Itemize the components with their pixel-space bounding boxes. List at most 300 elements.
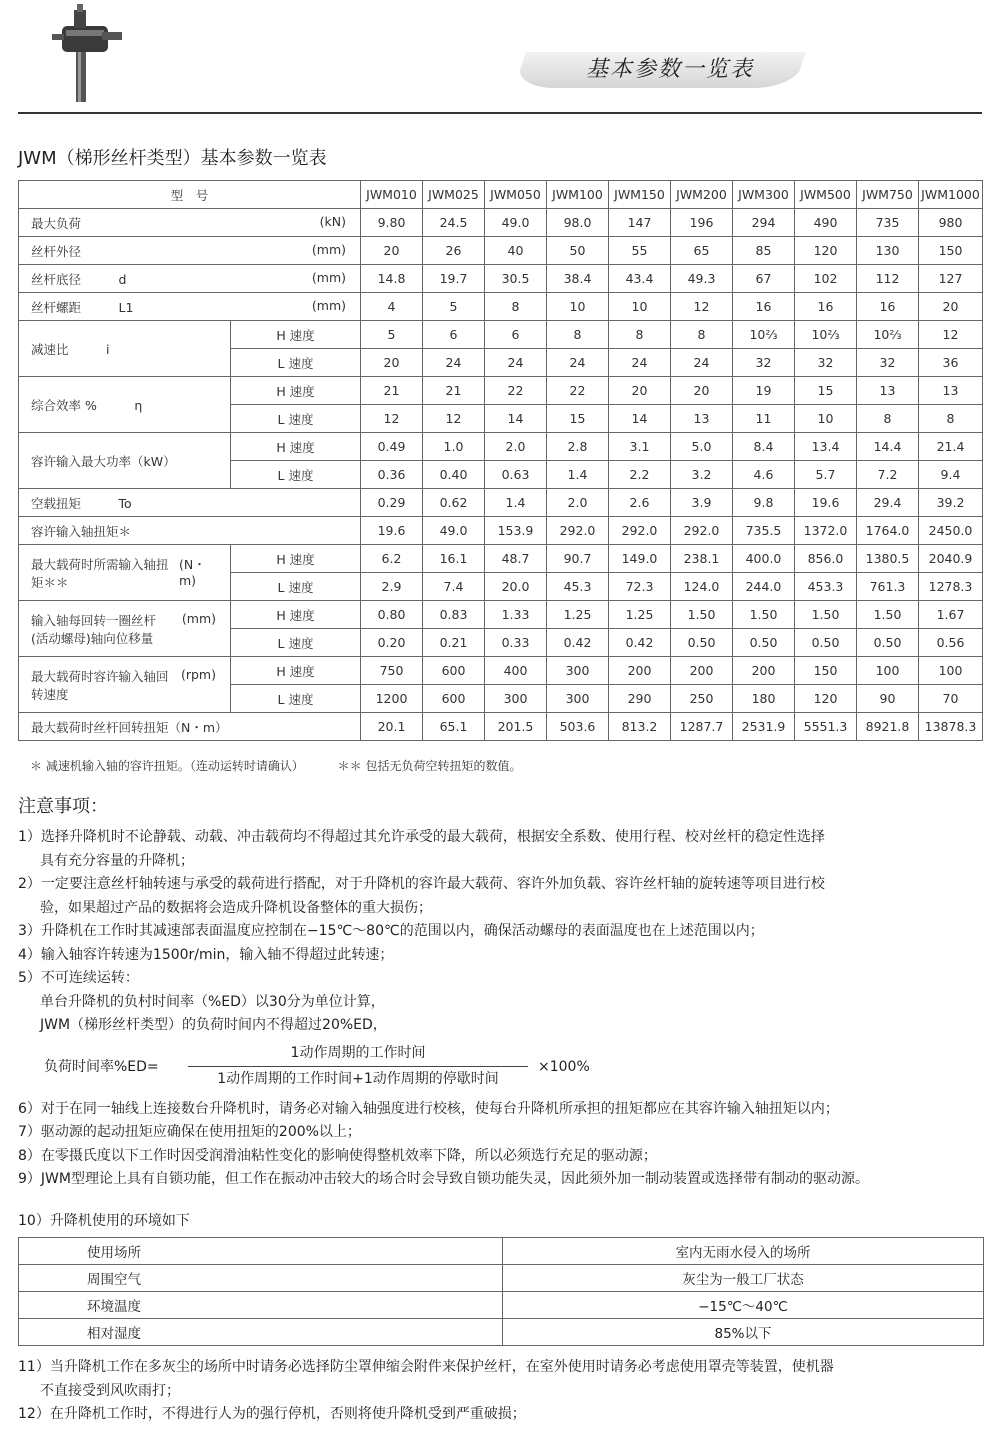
value-cell: 153.9 bbox=[485, 517, 547, 545]
value-cell: 10⅔ bbox=[733, 321, 795, 349]
value-cell: 0.42 bbox=[609, 629, 671, 657]
table-row bbox=[19, 293, 983, 321]
value-cell: 20.1 bbox=[361, 713, 423, 741]
value-cell: 8 bbox=[547, 321, 609, 349]
value-cell: 14.8 bbox=[361, 265, 423, 293]
row-label bbox=[19, 517, 361, 545]
value-cell: 238.1 bbox=[671, 545, 733, 573]
value-cell: 0.50 bbox=[733, 629, 795, 657]
value-cell: 0.62 bbox=[423, 489, 485, 517]
value-cell: 1.50 bbox=[671, 601, 733, 629]
note-1: 1）选择升降机时不论静载、动载、冲击载荷均不得超过其允许承受的最大载荷，根据安全系数、使用行程、校对丝杆的稳定性选择 bbox=[18, 829, 825, 845]
value-cell: 147 bbox=[609, 209, 671, 237]
value-cell: 8921.8 bbox=[857, 713, 919, 741]
row-label-text: 减速比 i bbox=[31, 341, 110, 357]
value-cell: 150 bbox=[919, 237, 983, 265]
value-cell: 1.25 bbox=[609, 601, 671, 629]
note-5-a: 单台升降机的负村时间率（%ED）以30分为单位计算， bbox=[40, 993, 385, 1010]
value-cell: 21.4 bbox=[919, 433, 983, 461]
value-cell: 90.7 bbox=[547, 545, 609, 573]
value-cell: 735 bbox=[857, 209, 919, 237]
formula-fraction-bar bbox=[188, 1066, 528, 1067]
title-banner: 基本参数一览表 bbox=[585, 57, 754, 82]
value-cell: 1.50 bbox=[795, 601, 857, 629]
value-cell: 45.3 bbox=[547, 573, 609, 601]
model-header: 型 号 bbox=[19, 181, 361, 209]
value-cell: 15 bbox=[547, 405, 609, 433]
row-label-text: 最大载荷时所需输入轴扭矩＊＊ bbox=[31, 556, 169, 590]
value-cell: 11 bbox=[733, 405, 795, 433]
value-cell: 65.1 bbox=[423, 713, 485, 741]
speed-label: L 速度 bbox=[231, 461, 361, 489]
value-cell: 761.3 bbox=[857, 573, 919, 601]
value-cell: 735.5 bbox=[733, 517, 795, 545]
table-row bbox=[19, 489, 983, 517]
value-cell: 20 bbox=[361, 349, 423, 377]
value-cell: 20 bbox=[361, 237, 423, 265]
value-cell: 124.0 bbox=[671, 573, 733, 601]
speed-label: L 速度 bbox=[231, 685, 361, 713]
value-cell: 19 bbox=[733, 377, 795, 405]
row-label-text: 综合效率 % η bbox=[31, 397, 143, 413]
value-cell: 20 bbox=[609, 377, 671, 405]
value-cell: 50 bbox=[547, 237, 609, 265]
value-cell: 85 bbox=[733, 237, 795, 265]
value-cell: 290 bbox=[609, 685, 671, 713]
model-name: JWM300 bbox=[733, 181, 795, 209]
value-cell: 2.0 bbox=[485, 433, 547, 461]
value-cell: 5 bbox=[423, 293, 485, 321]
value-cell: 0.50 bbox=[795, 629, 857, 657]
value-cell: 201.5 bbox=[485, 713, 547, 741]
row-label-text: 容许输入轴扭矩＊ bbox=[31, 523, 132, 539]
row-label bbox=[19, 209, 361, 237]
row-label bbox=[19, 433, 231, 489]
env-value: 灰尘为一般工厂状态 bbox=[503, 1265, 984, 1292]
value-cell: 0.20 bbox=[361, 629, 423, 657]
value-cell: 0.33 bbox=[485, 629, 547, 657]
value-cell: 49.0 bbox=[423, 517, 485, 545]
value-cell: 8 bbox=[671, 321, 733, 349]
value-cell: 38.4 bbox=[547, 265, 609, 293]
speed-label: H 速度 bbox=[231, 433, 361, 461]
note-7: 7）驱动源的起动扭矩应确保在使用扭矩的200%以上； bbox=[18, 1124, 361, 1140]
env-row bbox=[19, 1265, 984, 1292]
value-cell: 21 bbox=[361, 377, 423, 405]
env-value: −15℃～40℃ bbox=[503, 1292, 984, 1319]
value-cell: 48.7 bbox=[485, 545, 547, 573]
note-2-cont: 验，如果超过产品的数据将会造成升降机设备整体的重大损伤； bbox=[40, 899, 432, 916]
env-row bbox=[19, 1292, 984, 1319]
value-cell: 2.6 bbox=[609, 489, 671, 517]
value-cell: 24.5 bbox=[423, 209, 485, 237]
row-label bbox=[19, 489, 361, 517]
row-label bbox=[19, 265, 361, 293]
value-cell: 36 bbox=[919, 349, 983, 377]
value-cell: 24 bbox=[547, 349, 609, 377]
footnote-2: ＊＊ 包括无负荷空转扭矩的数值。 bbox=[337, 759, 522, 773]
model-name: JWM050 bbox=[485, 181, 547, 209]
row-unit: (rpm) bbox=[180, 666, 216, 682]
value-cell: 14 bbox=[485, 405, 547, 433]
note-9: 9）JWM型理论上具有自锁功能，但工作在振动冲击较大的场合时会导致自锁功能失灵，因此须外加一制动装置或选择带有制动的驱动源。 bbox=[18, 1171, 869, 1187]
value-cell: 0.63 bbox=[485, 461, 547, 489]
note-4: 4）输入轴容许转速为1500r/min，输入轴不得超过此转速； bbox=[18, 946, 394, 963]
note-11-cont: 不直接受到风吹雨打； bbox=[40, 1382, 180, 1399]
value-cell: 250 bbox=[671, 685, 733, 713]
value-cell: 292.0 bbox=[671, 517, 733, 545]
model-name: JWM1000 bbox=[919, 181, 983, 209]
value-cell: 10 bbox=[795, 405, 857, 433]
value-cell: 200 bbox=[609, 657, 671, 685]
value-cell: 100 bbox=[919, 657, 983, 685]
value-cell: 1.50 bbox=[733, 601, 795, 629]
value-cell: 6.2 bbox=[361, 545, 423, 573]
value-cell: 7.4 bbox=[423, 573, 485, 601]
speed-label: H 速度 bbox=[231, 321, 361, 349]
value-cell: 600 bbox=[423, 685, 485, 713]
row-label-text: 输入轴每回转一圈丝杆 bbox=[31, 612, 157, 628]
note-3: 3）升降机在工作时其减速部表面温度应控制在−15℃～80℃的范围以内，确保活动螺母的表面温度也在上述范围以内； bbox=[18, 923, 764, 939]
value-cell: 24 bbox=[485, 349, 547, 377]
value-cell: 8 bbox=[919, 405, 983, 433]
value-cell: 6 bbox=[485, 321, 547, 349]
notes-title: 注意事项： bbox=[18, 796, 108, 817]
value-cell: 1372.0 bbox=[795, 517, 857, 545]
value-cell: 9.80 bbox=[361, 209, 423, 237]
value-cell: 72.3 bbox=[609, 573, 671, 601]
value-cell: 12 bbox=[919, 321, 983, 349]
value-cell: 1764.0 bbox=[857, 517, 919, 545]
value-cell: 149.0 bbox=[609, 545, 671, 573]
value-cell: 39.2 bbox=[919, 489, 983, 517]
value-cell: 65 bbox=[671, 237, 733, 265]
value-cell: 14 bbox=[609, 405, 671, 433]
value-cell: 1380.5 bbox=[857, 545, 919, 573]
table-row bbox=[19, 321, 983, 349]
table-row bbox=[19, 237, 983, 265]
value-cell: 0.21 bbox=[423, 629, 485, 657]
value-cell: 120 bbox=[795, 237, 857, 265]
value-cell: 12 bbox=[361, 405, 423, 433]
header-divider bbox=[18, 112, 982, 114]
env-key: 相对湿度 bbox=[19, 1319, 503, 1346]
value-cell: 5551.3 bbox=[795, 713, 857, 741]
value-cell: 2.8 bbox=[547, 433, 609, 461]
value-cell: 43.4 bbox=[609, 265, 671, 293]
value-cell: 490 bbox=[795, 209, 857, 237]
value-cell: 13 bbox=[671, 405, 733, 433]
value-cell: 26 bbox=[423, 237, 485, 265]
table-row bbox=[19, 517, 983, 545]
value-cell: 10 bbox=[547, 293, 609, 321]
value-cell: 813.2 bbox=[609, 713, 671, 741]
note-2: 2）一定要注意丝杆轴转速与承受的载荷进行搭配，对于升降机的容许最大载荷、容许外加负载、容许丝杆轴的旋转速等项目进行校 bbox=[18, 876, 825, 892]
env-row bbox=[19, 1238, 984, 1265]
note-6: 6）对于在同一轴线上连接数台升降机时，请务必对输入轴强度进行校核，使每台升降机所承担的扭矩都应在其容许输入轴扭矩以内； bbox=[18, 1100, 839, 1117]
value-cell: 2.2 bbox=[609, 461, 671, 489]
table-row bbox=[19, 713, 983, 741]
model-name: JWM150 bbox=[609, 181, 671, 209]
value-cell: 22 bbox=[485, 377, 547, 405]
row-unit: (mm) bbox=[311, 297, 346, 313]
value-cell: 49.3 bbox=[671, 265, 733, 293]
value-cell: 30.5 bbox=[485, 265, 547, 293]
row-label bbox=[19, 237, 361, 265]
value-cell: 0.29 bbox=[361, 489, 423, 517]
model-name: JWM500 bbox=[795, 181, 857, 209]
value-cell: 9.4 bbox=[919, 461, 983, 489]
value-cell: 1.4 bbox=[547, 461, 609, 489]
value-cell: 5 bbox=[361, 321, 423, 349]
value-cell: 20 bbox=[919, 293, 983, 321]
table-row bbox=[19, 209, 983, 237]
product-logo bbox=[52, 4, 128, 102]
value-cell: 292.0 bbox=[547, 517, 609, 545]
value-cell: 9.8 bbox=[733, 489, 795, 517]
value-cell: 1200 bbox=[361, 685, 423, 713]
value-cell: 3.1 bbox=[609, 433, 671, 461]
ed-formula bbox=[18, 1042, 986, 1096]
value-cell: 856.0 bbox=[795, 545, 857, 573]
row-label-text: 最大负荷 bbox=[31, 215, 82, 231]
notes-list bbox=[18, 826, 986, 1192]
table-row bbox=[19, 657, 983, 685]
value-cell: 2.9 bbox=[361, 573, 423, 601]
environment-table bbox=[18, 1237, 984, 1346]
value-cell: 20 bbox=[671, 377, 733, 405]
row-unit: (N・m) bbox=[178, 556, 206, 588]
value-cell: 102 bbox=[795, 265, 857, 293]
value-cell: 15 bbox=[795, 377, 857, 405]
row-label bbox=[19, 293, 361, 321]
value-cell: 70 bbox=[919, 685, 983, 713]
value-cell: 32 bbox=[857, 349, 919, 377]
model-name: JWM025 bbox=[423, 181, 485, 209]
speed-label: H 速度 bbox=[231, 657, 361, 685]
value-cell: 244.0 bbox=[733, 573, 795, 601]
value-cell: 196 bbox=[671, 209, 733, 237]
notes-list-2 bbox=[18, 1356, 986, 1427]
value-cell: 0.40 bbox=[423, 461, 485, 489]
value-cell: 300 bbox=[547, 657, 609, 685]
value-cell: 400 bbox=[485, 657, 547, 685]
value-cell: 19.6 bbox=[361, 517, 423, 545]
value-cell: 0.56 bbox=[919, 629, 983, 657]
value-cell: 55 bbox=[609, 237, 671, 265]
value-cell: 0.42 bbox=[547, 629, 609, 657]
value-cell: 127 bbox=[919, 265, 983, 293]
value-cell: 100 bbox=[857, 657, 919, 685]
env-value: 室内无雨水侵入的场所 bbox=[503, 1238, 984, 1265]
footnote-1: ＊ 减速机输入轴的容许扭矩。（连动运转时请确认） bbox=[30, 759, 304, 773]
value-cell: 1.67 bbox=[919, 601, 983, 629]
value-cell: 3.9 bbox=[671, 489, 733, 517]
value-cell: 300 bbox=[485, 685, 547, 713]
value-cell: 0.36 bbox=[361, 461, 423, 489]
value-cell: 7.2 bbox=[857, 461, 919, 489]
value-cell: 20.0 bbox=[485, 573, 547, 601]
value-cell: 13 bbox=[919, 377, 983, 405]
note-5: 5）不可连续运转： bbox=[18, 970, 139, 986]
value-cell: 0.83 bbox=[423, 601, 485, 629]
value-cell: 400.0 bbox=[733, 545, 795, 573]
model-name: JWM200 bbox=[671, 181, 733, 209]
formula-denominator: 1动作周期的工作时间+1动作周期的停歇时间 bbox=[217, 1070, 499, 1087]
value-cell: 200 bbox=[671, 657, 733, 685]
note-10: 10）升降机使用的环境如下 bbox=[18, 1213, 190, 1229]
value-cell: 49.0 bbox=[485, 209, 547, 237]
row-unit: (mm) bbox=[311, 269, 346, 285]
value-cell: 1.4 bbox=[485, 489, 547, 517]
speed-label: L 速度 bbox=[231, 573, 361, 601]
value-cell: 1278.3 bbox=[919, 573, 983, 601]
section-title: JWM（梯形丝杆类型）基本参数一览表 bbox=[18, 148, 327, 169]
parameter-table bbox=[18, 180, 983, 741]
value-cell: 32 bbox=[795, 349, 857, 377]
value-cell: 16.1 bbox=[423, 545, 485, 573]
value-cell: 503.6 bbox=[547, 713, 609, 741]
value-cell: 292.0 bbox=[609, 517, 671, 545]
value-cell: 980 bbox=[919, 209, 983, 237]
value-cell: 200 bbox=[733, 657, 795, 685]
value-cell: 13878.3 bbox=[919, 713, 983, 741]
speed-label: H 速度 bbox=[231, 545, 361, 573]
env-key: 环境温度 bbox=[19, 1292, 503, 1319]
table-header-row bbox=[19, 181, 983, 209]
value-cell: 21 bbox=[423, 377, 485, 405]
speed-label: L 速度 bbox=[231, 349, 361, 377]
row-label-text: 最大载荷时容许输入轴回转速度 bbox=[31, 668, 169, 702]
value-cell: 300 bbox=[547, 685, 609, 713]
row-label-text: 容许输入最大功率（kW） bbox=[31, 453, 176, 469]
value-cell: 1.33 bbox=[485, 601, 547, 629]
value-cell: 600 bbox=[423, 657, 485, 685]
value-cell: 130 bbox=[857, 237, 919, 265]
speed-label: L 速度 bbox=[231, 405, 361, 433]
value-cell: 19.6 bbox=[795, 489, 857, 517]
table-row bbox=[19, 601, 983, 629]
value-cell: 4 bbox=[361, 293, 423, 321]
value-cell: 4.6 bbox=[733, 461, 795, 489]
value-cell: 2450.0 bbox=[919, 517, 983, 545]
value-cell: 16 bbox=[857, 293, 919, 321]
value-cell: 32 bbox=[733, 349, 795, 377]
row-label bbox=[19, 321, 231, 377]
row-label-text: 丝杆外径 bbox=[31, 243, 82, 259]
note-8: 8）在零摄氏度以下工作时因受润滑油粘性变化的影响使得整机效率下降，所以必须选行充足的驱动源； bbox=[18, 1147, 657, 1164]
value-cell: 2040.9 bbox=[919, 545, 983, 573]
value-cell: 24 bbox=[423, 349, 485, 377]
value-cell: 14.4 bbox=[857, 433, 919, 461]
row-label bbox=[19, 545, 231, 601]
formula-right: ×100% bbox=[538, 1058, 590, 1075]
value-cell: 13 bbox=[857, 377, 919, 405]
value-cell: 67 bbox=[733, 265, 795, 293]
value-cell: 10 bbox=[609, 293, 671, 321]
table-row bbox=[19, 545, 983, 573]
row-label bbox=[19, 377, 231, 433]
speed-label: L 速度 bbox=[231, 629, 361, 657]
value-cell: 180 bbox=[733, 685, 795, 713]
value-cell: 29.4 bbox=[857, 489, 919, 517]
value-cell: 13.4 bbox=[795, 433, 857, 461]
value-cell: 1.0 bbox=[423, 433, 485, 461]
value-cell: 2531.9 bbox=[733, 713, 795, 741]
note-12: 12）在升降机工作时，不得进行人为的强行停机，否则将使升降机受到严重破损； bbox=[18, 1406, 526, 1422]
value-cell: 750 bbox=[361, 657, 423, 685]
row-unit: (mm) bbox=[311, 241, 346, 257]
value-cell: 0.50 bbox=[857, 629, 919, 657]
value-cell: 294 bbox=[733, 209, 795, 237]
value-cell: 12 bbox=[671, 293, 733, 321]
value-cell: 0.80 bbox=[361, 601, 423, 629]
row-label bbox=[19, 713, 361, 741]
value-cell: 90 bbox=[857, 685, 919, 713]
row-label-text: 最大载荷时丝杆回转扭矩（N・m） bbox=[31, 719, 228, 735]
row-label-text: 丝杆螺距 L1 bbox=[31, 299, 134, 315]
value-cell: 6 bbox=[423, 321, 485, 349]
value-cell: 8 bbox=[609, 321, 671, 349]
env-key: 使用场所 bbox=[19, 1238, 503, 1265]
footnotes bbox=[30, 757, 551, 774]
row-unit: (kN) bbox=[319, 213, 346, 229]
value-cell: 5.0 bbox=[671, 433, 733, 461]
value-cell: 16 bbox=[795, 293, 857, 321]
value-cell: 150 bbox=[795, 657, 857, 685]
value-cell: 16 bbox=[733, 293, 795, 321]
value-cell: 40 bbox=[485, 237, 547, 265]
value-cell: 19.7 bbox=[423, 265, 485, 293]
value-cell: 8 bbox=[857, 405, 919, 433]
value-cell: 3.2 bbox=[671, 461, 733, 489]
row-unit: (mm) bbox=[181, 610, 216, 626]
env-row bbox=[19, 1319, 984, 1346]
row-label bbox=[19, 657, 231, 713]
value-cell: 453.3 bbox=[795, 573, 857, 601]
value-cell: 10⅔ bbox=[795, 321, 857, 349]
formula-left: 负荷时间率%ED= bbox=[44, 1058, 159, 1075]
speed-label: H 速度 bbox=[231, 377, 361, 405]
value-cell: 24 bbox=[671, 349, 733, 377]
model-name: JWM100 bbox=[547, 181, 609, 209]
value-cell: 2.0 bbox=[547, 489, 609, 517]
value-cell: 8.4 bbox=[733, 433, 795, 461]
model-name: JWM750 bbox=[857, 181, 919, 209]
value-cell: 22 bbox=[547, 377, 609, 405]
table-row bbox=[19, 265, 983, 293]
value-cell: 5.7 bbox=[795, 461, 857, 489]
table-row bbox=[19, 377, 983, 405]
value-cell: 12 bbox=[423, 405, 485, 433]
row-label-text: 空载扭矩 To bbox=[31, 495, 132, 511]
note-5-b: JWM（梯形丝杆类型）的负荷时间内不得超过20%ED， bbox=[40, 1017, 387, 1033]
model-name: JWM010 bbox=[361, 181, 423, 209]
formula-numerator: 1动作周期的工作时间 bbox=[290, 1044, 426, 1061]
note-1-cont: 具有充分容量的升降机； bbox=[40, 852, 194, 869]
value-cell: 1.25 bbox=[547, 601, 609, 629]
row-label: 输入轴每回转一圈丝杆 (mm) (活动螺母)轴向位移量 bbox=[19, 601, 231, 657]
table-row bbox=[19, 433, 983, 461]
env-value: 85%以下 bbox=[503, 1319, 984, 1346]
value-cell: 1.50 bbox=[857, 601, 919, 629]
value-cell: 1287.7 bbox=[671, 713, 733, 741]
value-cell: 0.49 bbox=[361, 433, 423, 461]
value-cell: 112 bbox=[857, 265, 919, 293]
value-cell: 120 bbox=[795, 685, 857, 713]
value-cell: 24 bbox=[609, 349, 671, 377]
value-cell: 10⅔ bbox=[857, 321, 919, 349]
